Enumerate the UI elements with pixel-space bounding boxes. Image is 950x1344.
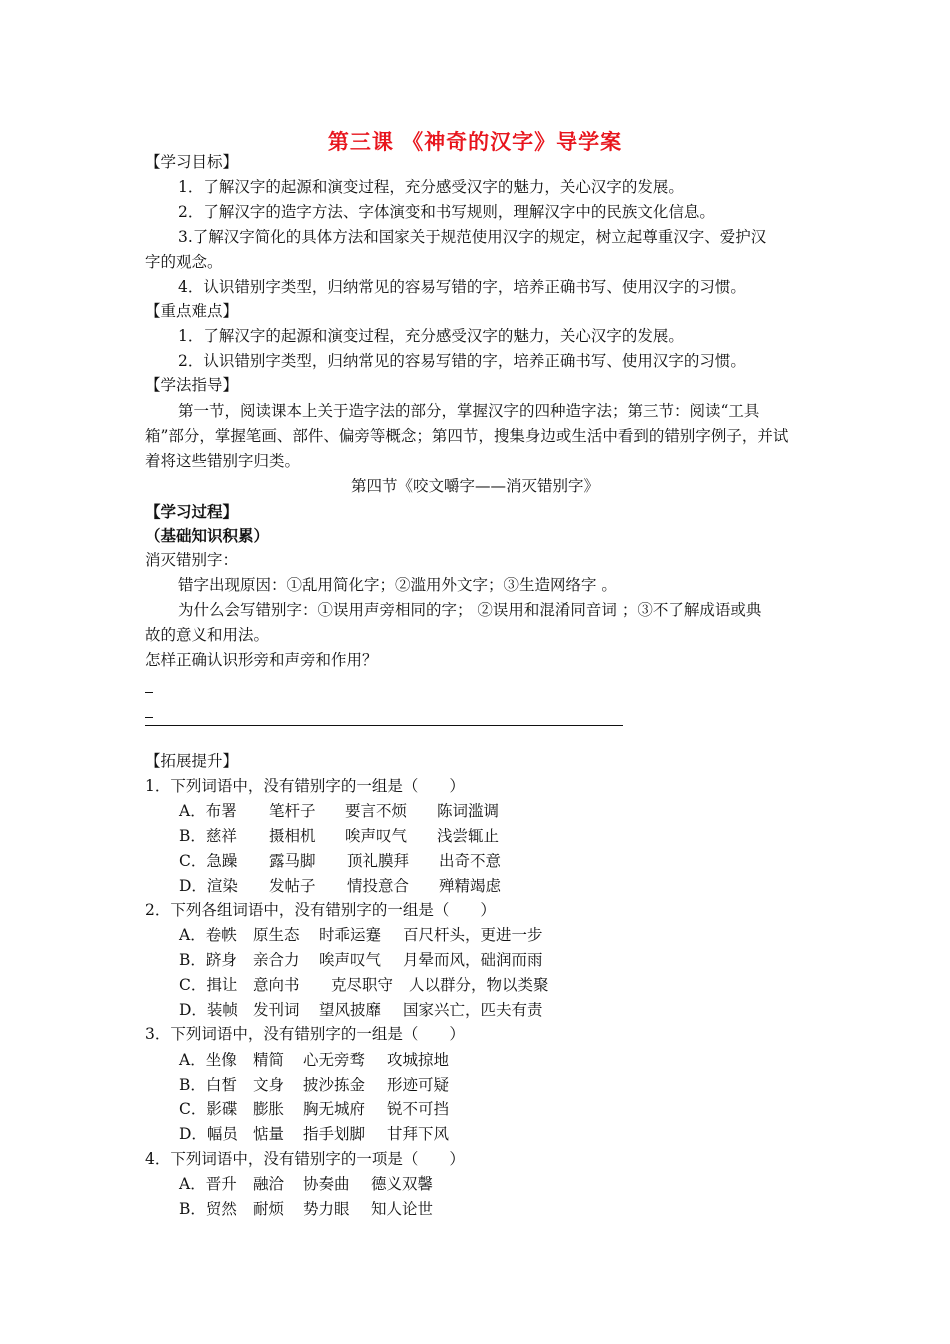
question-stem: 4．下列词语中，没有错别字的一项是（ ） xyxy=(145,1150,465,1168)
option-word: 殚精竭虑 xyxy=(439,877,502,895)
option-word: 露马脚 xyxy=(269,852,316,870)
option-row xyxy=(179,851,501,871)
option-word: A．布署 xyxy=(179,802,237,820)
option-word: D．幅员 xyxy=(179,1125,238,1143)
option-word: 德义双馨 xyxy=(371,1175,434,1193)
option-row xyxy=(179,1050,449,1070)
question-stem: 2．下列各组词语中，没有错别字的一组是（ ） xyxy=(145,901,496,919)
option-word: 甘拜下风 xyxy=(387,1125,450,1143)
option-word: 陈词滥调 xyxy=(437,802,500,820)
option-row xyxy=(179,1199,433,1219)
option-word: 原生态 xyxy=(253,926,300,944)
option-word: 披沙拣金 xyxy=(303,1076,366,1094)
option-word: 月晕而风，础润而雨 xyxy=(403,951,543,969)
option-word: 国家兴亡，匹夫有责 xyxy=(403,1001,543,1019)
option-word: 协奏曲 xyxy=(303,1175,350,1193)
option-row xyxy=(179,801,499,821)
option-word: 克尽职守 xyxy=(331,976,394,994)
key-item: 1．了解汉字的起源和演变过程，充分感受汉字的魅力，关心汉字的发展。 xyxy=(178,327,684,345)
option-row xyxy=(179,1000,543,1020)
option-row xyxy=(179,975,549,995)
basics-text: 错字出现原因：①乱用简化字；②滥用外文字；③生造网络字 。 xyxy=(178,576,617,594)
option-word: 耐烦 xyxy=(253,1200,285,1218)
option-word: A．坐像 xyxy=(179,1051,237,1069)
option-word: 文身 xyxy=(253,1076,285,1094)
option-word: C．揖让 xyxy=(179,976,238,994)
option-row xyxy=(179,950,543,970)
option-word: C．影碟 xyxy=(179,1100,238,1118)
answer-blank-start xyxy=(145,717,153,718)
goal-item: 2．了解汉字的造字方法、字体演变和书写规则，理解汉字中的民族文化信息。 xyxy=(178,203,715,221)
option-row xyxy=(179,1174,433,1194)
option-word: 出奇不意 xyxy=(439,852,502,870)
answer-blank-start xyxy=(145,692,153,693)
option-word: 膨胀 xyxy=(253,1100,285,1118)
option-word: 时乖运蹇 xyxy=(319,926,382,944)
option-word: D．渲染 xyxy=(179,877,238,895)
extend-heading: 【拓展提升】 xyxy=(145,752,239,770)
basics-text: 为什么会写错别字：①误用声旁相同的字； ②误用和混淆同音词 ；③不了解成语或典 xyxy=(178,601,762,619)
option-word: C．急躁 xyxy=(179,852,238,870)
option-word: 发帖子 xyxy=(269,877,316,895)
option-word: 摄相机 xyxy=(269,827,316,845)
option-word: 百尺杆头，更进一步 xyxy=(403,926,543,944)
method-text: 着将这些错别字归类。 xyxy=(145,452,301,470)
option-word: 唉声叹气 xyxy=(345,827,408,845)
basics-text: 故的意义和用法。 xyxy=(145,626,270,644)
option-word: 亲合力 xyxy=(253,951,300,969)
key-item: 2．认识错别字类型，归纳常见的容易写错的字，培养正确书写、使用汉字的习惯。 xyxy=(178,352,746,370)
answer-line xyxy=(145,725,623,726)
option-word: 锐不可挡 xyxy=(387,1100,450,1118)
basics-heading: （基础知识积累） xyxy=(145,527,270,545)
method-text: 第一节，阅读课本上关于造字法的部分，掌握汉字的四种造字法；第三节：阅读“工具 xyxy=(178,402,760,420)
option-word: 意向书 xyxy=(253,976,300,994)
option-word: 浅尝辄止 xyxy=(437,827,500,845)
option-word: 唉声叹气 xyxy=(319,951,382,969)
option-row xyxy=(179,1124,449,1144)
option-word: 要言不烦 xyxy=(345,802,408,820)
option-word: A．晋升 xyxy=(179,1175,237,1193)
option-word: 笔杆子 xyxy=(269,802,316,820)
option-word: B．跻身 xyxy=(179,951,237,969)
option-row xyxy=(179,826,499,846)
process-heading: 【学习过程】 xyxy=(145,503,239,521)
goal-item: 3.了解汉字简化的具体方法和国家关于规范使用汉字的规定，树立起尊重汉字、爱护汉 xyxy=(178,228,767,246)
option-word: 知人论世 xyxy=(371,1200,434,1218)
option-word: 望风披靡 xyxy=(319,1001,382,1019)
option-word: 发刊词 xyxy=(253,1001,300,1019)
option-word: B．白皙 xyxy=(179,1076,237,1094)
option-word: 形迹可疑 xyxy=(387,1076,450,1094)
option-word: 惦量 xyxy=(253,1125,285,1143)
option-row xyxy=(179,1075,449,1095)
basics-intro: 消灭错别字： xyxy=(145,551,239,569)
subsection-title: 第四节《咬文嚼字——消灭错别字》 xyxy=(350,477,599,495)
option-word: A．卷帙 xyxy=(179,926,237,944)
option-word: 势力眼 xyxy=(303,1200,350,1218)
option-word: B．慈祥 xyxy=(179,827,237,845)
question-stem: 1．下列词语中，没有错别字的一组是（ ） xyxy=(145,777,465,795)
option-word: 攻城掠地 xyxy=(387,1051,450,1069)
option-word: 人以群分，物以类聚 xyxy=(409,976,549,994)
option-word: 心无旁骛 xyxy=(303,1051,366,1069)
goal-item: 1．了解汉字的起源和演变过程，充分感受汉字的魅力，关心汉字的发展。 xyxy=(178,178,684,196)
option-word: 指手划脚 xyxy=(303,1125,366,1143)
option-word: 顶礼膜拜 xyxy=(347,852,410,870)
option-word: B．贸然 xyxy=(179,1200,237,1218)
goal-item-continued: 字的观念。 xyxy=(145,253,223,271)
page-title: 第三课 《神奇的汉字》导学案 xyxy=(327,130,623,154)
option-word: 融洽 xyxy=(253,1175,285,1193)
option-row xyxy=(179,876,501,896)
key-heading: 【重点难点】 xyxy=(145,302,239,320)
goal-item: 4．认识错别字类型，归纳常见的容易写错的字，培养正确书写、使用汉字的习惯。 xyxy=(178,278,746,296)
goals-heading: 【学习目标】 xyxy=(145,153,239,171)
method-text: 箱”部分，掌握笔画、部件、偏旁等概念；第四节，搜集身边或生活中看到的错别字例子，并试 xyxy=(145,427,789,445)
option-word: 精简 xyxy=(253,1051,285,1069)
question-prompt: 怎样正确认识形旁和声旁和作用？ xyxy=(145,651,378,669)
option-word: 情投意合 xyxy=(347,877,410,895)
option-row xyxy=(179,1099,449,1119)
option-word: D．装帧 xyxy=(179,1001,238,1019)
option-word: 胸无城府 xyxy=(303,1100,366,1118)
method-heading: 【学法指导】 xyxy=(145,376,239,394)
option-row xyxy=(179,925,543,945)
question-stem: 3．下列词语中，没有错别字的一组是（ ） xyxy=(145,1025,465,1043)
